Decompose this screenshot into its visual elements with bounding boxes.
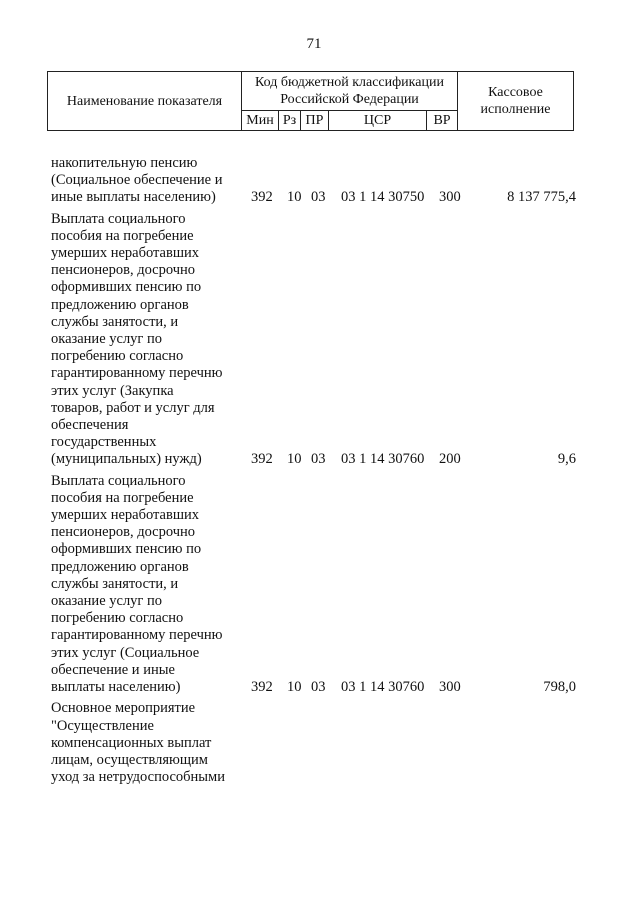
row-rz: 10 bbox=[287, 189, 302, 206]
header-vr: ВР bbox=[427, 111, 458, 131]
row-vr: 300 bbox=[439, 189, 461, 206]
row-name: Основное мероприятие "Осуществление компенсационных выплат лицам, осуществляющим уход за нетрудоспособными bbox=[51, 700, 225, 786]
row-name: накопительную пенсию (Социальное обеспечение и иные выплаты населению) bbox=[51, 155, 223, 206]
row-rz: 10 bbox=[287, 679, 302, 696]
row-execution: 798,0 bbox=[543, 679, 576, 696]
header-min: Мин bbox=[242, 111, 279, 131]
header-pr: ПР bbox=[301, 111, 329, 131]
row-csr: 03 1 14 30760 bbox=[341, 451, 425, 468]
header-csr: ЦСР bbox=[329, 111, 427, 131]
row-rz: 10 bbox=[287, 451, 302, 468]
row-execution: 8 137 775,4 bbox=[507, 189, 576, 206]
table-row bbox=[0, 211, 640, 469]
row-pr: 03 bbox=[311, 189, 326, 206]
row-pr: 03 bbox=[311, 679, 326, 696]
table-body bbox=[0, 155, 640, 790]
row-csr: 03 1 14 30760 bbox=[341, 679, 425, 696]
table-row bbox=[0, 473, 640, 697]
row-execution: 9,6 bbox=[557, 451, 576, 468]
row-min: 392 bbox=[251, 451, 273, 468]
table-row bbox=[0, 155, 640, 207]
header-rz: Рз bbox=[279, 111, 301, 131]
table-row bbox=[0, 700, 640, 786]
table-header bbox=[47, 71, 574, 131]
row-min: 392 bbox=[251, 679, 273, 696]
row-min: 392 bbox=[251, 189, 273, 206]
header-name: Наименование показателя bbox=[48, 72, 242, 131]
row-csr: 03 1 14 30750 bbox=[341, 189, 425, 206]
header-execution: Кассовое исполнение bbox=[458, 72, 574, 131]
page-number: 71 bbox=[306, 36, 322, 52]
row-name: Выплата социального пособия на погребение умерших неработавших пенсионеров, досрочно оформивших пенсию по предложению органов службы занятости, и оказание услуг по погребению согласно гарантированному перечню этих услуг (Закупка товаров, работ и услуг для обеспечения государственных (муниципальных) нужд) bbox=[51, 210, 223, 468]
row-name: Выплата социального пособия на погребение умерших неработавших пенсионеров, досрочно оформивших пенсию по предложению органов службы занятости, и оказание услуг по погребению согласно гарантированному перечню этих услуг (Социальное обеспечение и иные выплаты населению) bbox=[51, 472, 223, 696]
row-vr: 300 bbox=[439, 679, 461, 696]
row-vr: 200 bbox=[439, 451, 461, 468]
row-pr: 03 bbox=[311, 451, 326, 468]
header-code-group: Код бюджетной классификации Российской Федерации bbox=[242, 72, 458, 111]
